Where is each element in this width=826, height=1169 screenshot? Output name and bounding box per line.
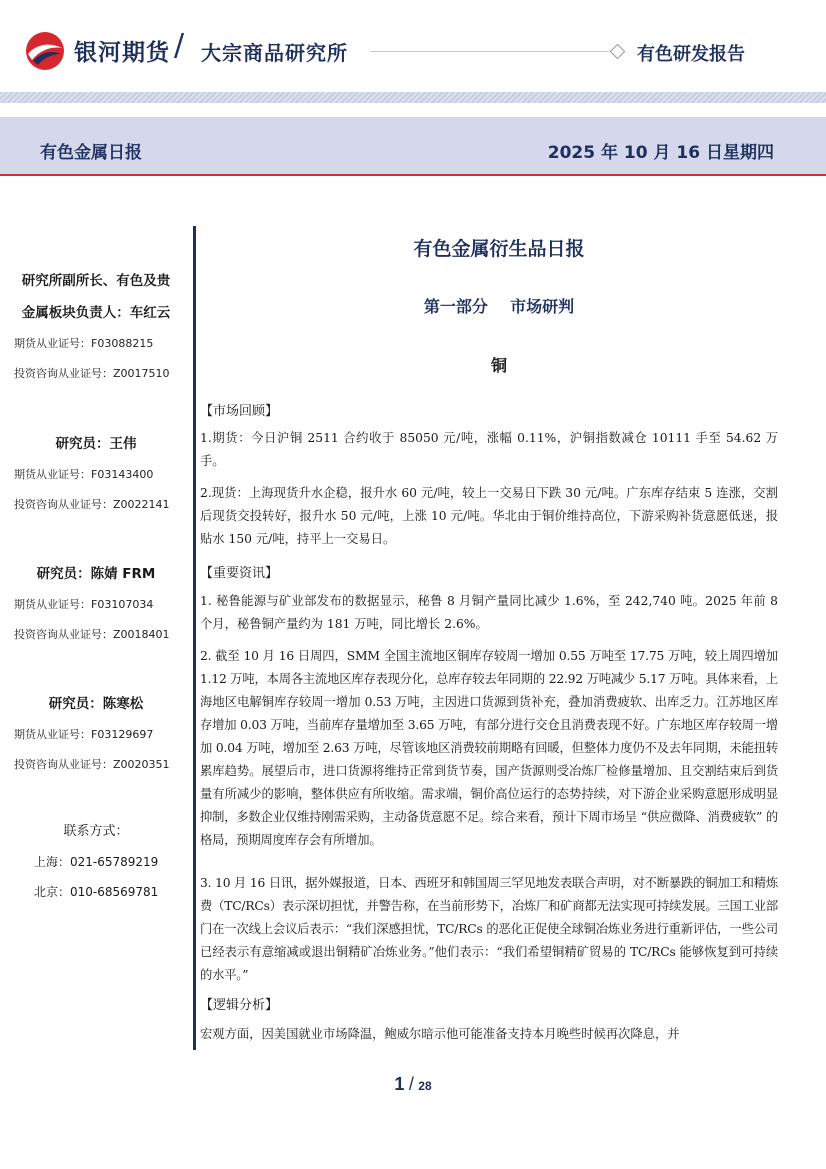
institute-name: 大宗商品研究所 — [201, 41, 348, 65]
contact-shanghai: 上海：021-65789219 — [34, 855, 159, 869]
paragraph: 1.期货：今日沪铜 2511 合约收于 85050 元/吨，涨幅 0.11%，沪铜指数减仓 10111 手至 54.62 万手。 — [200, 431, 778, 468]
author-title: 研究员：陈寒松 — [48, 696, 144, 712]
daily-report-name: 有色金属日报 — [40, 143, 142, 163]
report-type: 有色研发报告 — [637, 44, 745, 65]
paragraph: 3. 10 月 16 日讯，据外媒报道，日本、西班牙和韩国周三罕见地发表联合声明，对不断暴跌的铜加工和精炼费（TC/RCs）表示深切担忧，并警告称，在当前形势下，冶炼厂和矿商都无法实现可持续发展。三国工业部门在一次线上会议后表示：“我们深感担忧，TC/RCs 的恶化正促使全球铜冶炼业务进行重新评估，一些公司已经表示有意缩减或退出铜精矿冶炼业务。”他们表示：“我们希望铜精矿贸易的 TC/RCs 能够恢复到可持续的水平。” — [200, 876, 778, 982]
contact-beijing: 北京：010-68569781 — [34, 885, 159, 899]
page-number — [0, 1074, 826, 1095]
futures-license: 期货从业证号：F03143400 — [14, 468, 154, 481]
contact-title: 联系方式： — [63, 824, 129, 839]
contact-block — [10, 817, 182, 907]
header-stripe — [0, 92, 826, 103]
section-market-review: 【市场回顾】 — [200, 404, 279, 419]
sidebar-divider — [193, 226, 196, 1050]
advisory-license: 投资咨询从业证号：Z0020351 — [14, 758, 170, 771]
futures-license: 期货从业证号：F03088215 — [14, 337, 154, 350]
brand-name: 银河期货 — [74, 40, 170, 66]
paragraph: 宏观方面，因美国就业市场降温，鲍威尔暗示他可能准备支持本月晚些时候再次降息，并 — [200, 1027, 680, 1041]
paragraph: 2. 截至 10 月 16 日周四，SMM 全国主流地区铜库存较周一增加 0.55 万吨至 17.75 万吨，较上周四增加 1.12 万吨，本周各主流地区库存表现分化，总库存较去年同期的 22.92 万吨减少 5.17 万吨。具体来看，上海地区电解铜库存较周一增加 0.53 万吨，主因进口货源到货补充，叠加消费疲软、出库乏力。江苏地区库存增加 0.03 万吨，当前库存量增加至 3.65 万吨，有部分进行交仓且消费表现不好。广东地区库存较周一增加 0.04 万吨，增加至 2.63 万吨，尽管该地区消费较前期略有回暖，但整体力度仍不及去年同期，未能扭转累库趋势。展望后市，进口货源将维持正常到货节奏，国产货源则受冶炼厂检修量增加、且交割结束后到货量有所减少的影响，整体供应有所收缩。需求端，铜价高位运行的态势持续，对下游企业采购意愿形成明显抑制，多数企业仅维持刚需采购，主动备货意愿不足。综合来看，预计下周市场呈 “供应微降、消费疲软” 的格局，预期周度库存会有所增加。 — [200, 649, 778, 847]
author-block — [10, 688, 182, 780]
section-key-news: 【重要资讯】 — [200, 566, 279, 581]
author-title: 研究所副所长、有色及贵 — [21, 273, 171, 289]
current-page: 1 — [394, 1074, 405, 1094]
author-title: 金属板块负责人：车红云 — [21, 305, 171, 321]
part-heading: 第一部分 市场研判 — [423, 297, 575, 316]
futures-license: 期货从业证号：F03107034 — [14, 598, 154, 611]
author-title: 研究员：王伟 — [55, 436, 137, 452]
paragraph: 1. 秘鲁能源与矿业部发布的数据显示，秘鲁 8 月铜产量同比减少 1.6%，至 242,740 吨。2025 年前 8 个月，秘鲁铜产量约为 181 万吨，同比增长 2.6%。 — [200, 594, 778, 631]
author-block — [10, 558, 182, 650]
diamond-icon — [610, 44, 626, 60]
futures-license: 期货从业证号：F03129697 — [14, 728, 154, 741]
report-header — [0, 0, 826, 176]
section-logic-analysis: 【逻辑分析】 — [200, 998, 279, 1013]
galaxy-logo-icon — [24, 30, 66, 72]
total-pages: 28 — [418, 1079, 432, 1093]
report-title: 有色金属衍生品日报 — [413, 238, 585, 260]
report-date: 2025 年 10 月 16 日星期四 — [547, 143, 774, 163]
metal-heading: 铜 — [490, 356, 507, 375]
header-red-rule — [0, 174, 826, 176]
paragraph: 2.现货：上海现货升水企稳，报升水 60 元/吨，较上一交易日下跌 30 元/吨。广东库存结束 5 连涨，交割后现货交投转好，报升水 50 元/吨，上涨 10 元/吨。华北由于铜价维持高位，下游采购补货意愿低迷，报贴水 150 元/吨，持平上一交易日。 — [200, 486, 778, 546]
author-title: 研究员：陈婧 FRM — [36, 566, 156, 582]
header-rule — [370, 51, 610, 52]
advisory-license: 投资咨询从业证号：Z0022141 — [14, 498, 170, 511]
author-block — [10, 428, 182, 520]
page-separator: / — [408, 1074, 414, 1094]
author-block — [10, 265, 182, 389]
brand-divider: / — [174, 28, 185, 63]
advisory-license: 投资咨询从业证号：Z0017510 — [14, 367, 170, 380]
advisory-license: 投资咨询从业证号：Z0018401 — [14, 628, 170, 641]
